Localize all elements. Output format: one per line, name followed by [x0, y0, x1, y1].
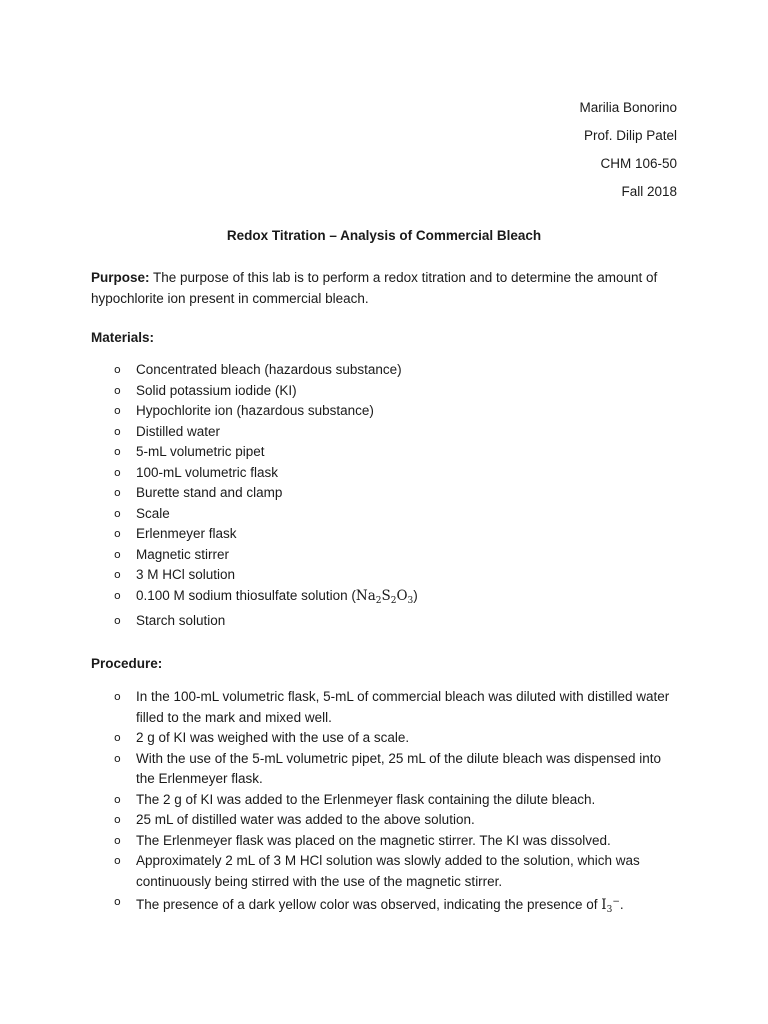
list-item: o The presence of a dark yellow color was observed, indicating the presence of $I_3^-$.: [114, 892, 674, 921]
list-item: o 100-mL volumetric flask: [114, 463, 674, 484]
bullet-icon: o: [114, 833, 121, 847]
list-item: o Concentrated bleach (hazardous substance): [114, 360, 674, 381]
professor-name: Prof. Dilip Patel: [583, 128, 677, 143]
bullet-icon: o: [114, 547, 121, 561]
bullet-icon: o: [114, 527, 121, 540]
list-item: o Solid potassium iodide (KI): [114, 381, 674, 402]
bullet-icon: o: [114, 383, 121, 397]
bullet-icon: o: [114, 465, 121, 479]
list-item: o Burette stand and clamp: [114, 483, 674, 504]
bullet-icon: o: [114, 445, 121, 458]
thiosulfate-formula: $Na_2S_2O_3$: [355, 587, 414, 606]
bullet-icon: o: [114, 813, 121, 826]
list-item: o Erlenmeyer flask: [114, 524, 674, 545]
bullet-icon: o: [114, 424, 121, 438]
list-item: o The Erlenmeyer flask was placed on the magnetic stirrer. The KI was dissolved.: [114, 831, 674, 852]
list-item: o Hypochlorite ion (hazardous substance): [114, 401, 674, 422]
purpose-paragraph: [91, 268, 691, 309]
list-item: o Distilled water: [114, 422, 674, 443]
bullet-icon: o: [114, 363, 121, 376]
list-item: o Approximately 2 mL of 3 M HCl solution was slowly added to the solution, which was continuously being stirred with the use of the magnetic stirrer.: [114, 853, 640, 889]
list-item: o Scale: [114, 504, 674, 525]
list-item: o 3 M HCl solution: [114, 565, 674, 586]
list-item: o In the 100-mL volumetric flask, 5-mL of commercial bleach was diluted with distilled water filled to the mark and mixed well.: [114, 689, 670, 725]
procedure-heading: Procedure:: [91, 656, 163, 671]
document-title: Redox Titration – Analysis of Commercial Bleach: [226, 228, 542, 243]
list-item: o With the use of the 5-mL volumetric pipet, 25 mL of the dilute bleach was dispensed into the Erlenmeyer flask.: [114, 750, 662, 786]
list-item: o 25 mL of distilled water was added to the above solution.: [114, 810, 674, 831]
bullet-icon: o: [114, 404, 121, 417]
list-item: o The 2 g of KI was added to the Erlenmeyer flask containing the dilute bleach.: [114, 790, 674, 811]
purpose-label: Purpose:: [91, 270, 150, 285]
materials-heading: Materials:: [91, 330, 155, 345]
bullet-icon: o: [114, 486, 121, 499]
bullet-icon: o: [114, 588, 121, 602]
bullet-icon: o: [114, 895, 121, 908]
bullet-icon: o: [114, 568, 121, 581]
bullet-icon: o: [114, 506, 121, 520]
bullet-icon: o: [114, 854, 121, 867]
procedure-list: [114, 687, 674, 921]
bullet-icon: o: [114, 614, 121, 627]
list-item: o 2 g of KI was weighed with the use of a scale.: [114, 728, 674, 749]
term: Fall 2018: [621, 184, 677, 199]
list-item: o Magnetic stirrer: [114, 545, 674, 566]
list-item: o Starch solution: [114, 611, 674, 632]
thiosulfate-prefix: 0.100 M sodium thiosulfate solution (: [136, 587, 356, 603]
course-code: CHM 106-50: [600, 156, 677, 171]
bullet-icon: o: [114, 751, 121, 765]
list-item: o 0.100 M sodium thiosulfate solution $(Na_2S_2O_3)$: [114, 587, 418, 606]
bullet-icon: o: [114, 731, 121, 744]
list-item: o 5-mL volumetric pipet: [114, 442, 674, 463]
materials-list: [114, 360, 674, 632]
author-name: Marilia Bonorino: [579, 100, 677, 115]
triiodide-formula: $I_3^-$: [601, 897, 620, 915]
purpose-text: The purpose of this lab is to perform a redox titration and to determine the amount of hypochlorite ion present in commercial bleach.: [91, 270, 658, 306]
author-header: [579, 94, 677, 206]
bullet-icon: o: [114, 690, 121, 703]
bullet-icon: o: [114, 792, 121, 806]
